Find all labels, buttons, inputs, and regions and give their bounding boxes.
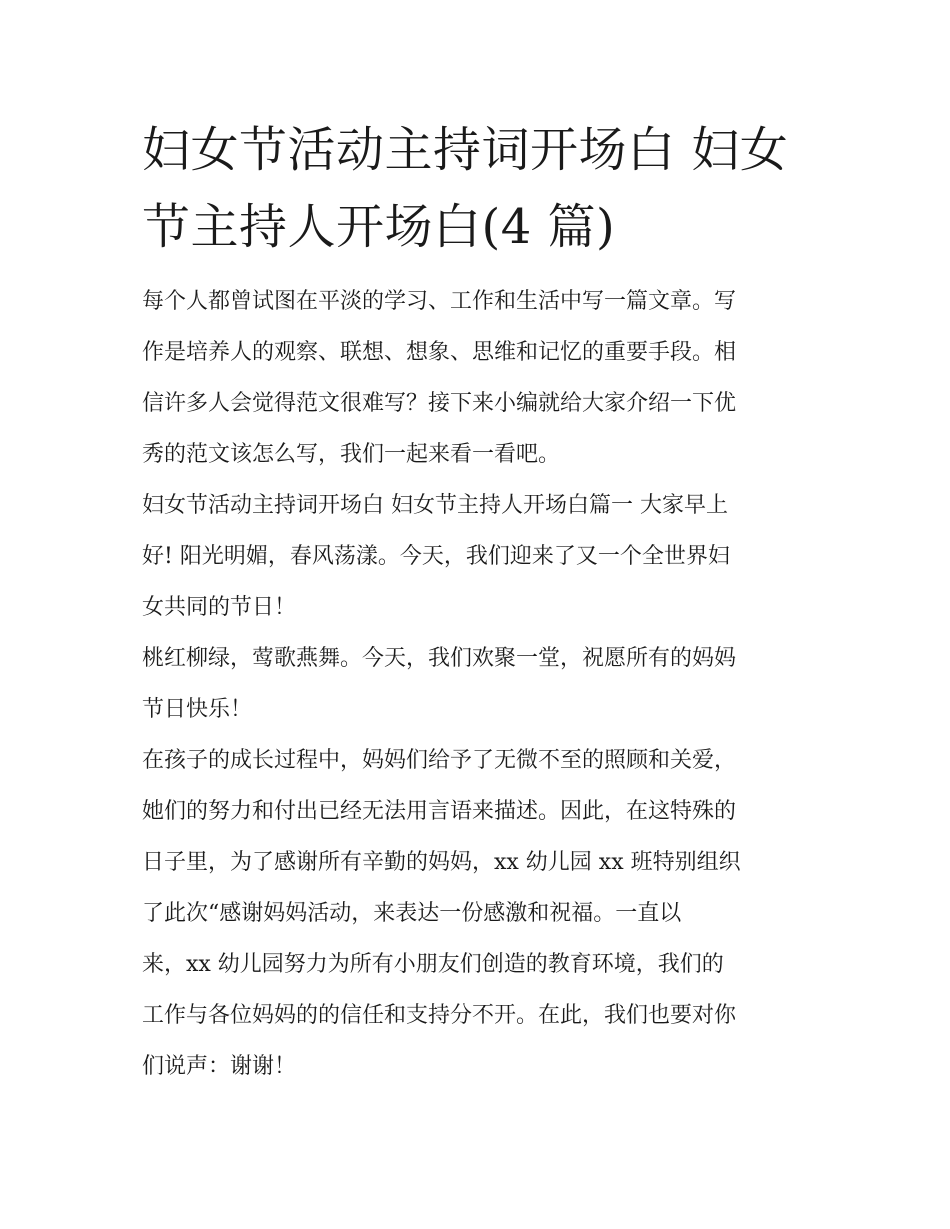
title-line: 节主持人开场白(4 篇) bbox=[142, 199, 616, 255]
text-line: 她们的努力和付出已经无法用言语来描述。因此，在这特殊的 bbox=[142, 799, 737, 824]
paragraph-intro bbox=[142, 276, 814, 480]
text-line: 日子里，为了感谢所有辛勤的妈妈，xx 幼儿园 xx 班特别组织 bbox=[142, 850, 741, 875]
text-line: 好! 阳光明媚，春风荡漾。今天，我们迎来了又一个全世界妇 bbox=[142, 544, 730, 569]
document-body bbox=[142, 276, 814, 1092]
paragraph-greeting bbox=[142, 480, 814, 633]
paragraph-thanks bbox=[142, 735, 814, 1092]
document-title bbox=[142, 112, 822, 266]
text-line: 在孩子的成长过程中，妈妈们给予了无微不至的照顾和关爱， bbox=[142, 748, 737, 773]
text-line: 女共同的节日！ bbox=[142, 595, 297, 620]
text-line: 桃红柳绿，莺歌燕舞。今天，我们欢聚一堂，祝愿所有的妈妈 bbox=[142, 646, 737, 671]
paragraph-wishes bbox=[142, 633, 814, 735]
text-line: 工作与各位妈妈的的信任和支持分不开。在此，我们也要对你 bbox=[142, 1003, 737, 1028]
text-line: 信许多人会觉得范文很难写？接下来小编就给大家介绍一下优 bbox=[142, 391, 737, 416]
text-line: 来，xx 幼儿园努力为所有小朋友们创造的教育环境，我们的 bbox=[142, 952, 724, 977]
text-line: 节日快乐！ bbox=[142, 697, 253, 722]
text-line: 秀的范文该怎么写，我们一起来看一看吧。 bbox=[142, 442, 561, 467]
text-line: 作是培养人的观察、联想、想象、思维和记忆的重要手段。相 bbox=[142, 340, 737, 365]
text-line: 们说声：谢谢！ bbox=[142, 1054, 297, 1079]
text-line: 每个人都曾试图在平淡的学习、工作和生活中写一篇文章。写 bbox=[142, 289, 737, 314]
text-line: 妇女节活动主持词开场白 妇女节主持人开场白篇一 大家早上 bbox=[142, 493, 728, 518]
title-line: 妇女节活动主持词开场白 妇女 bbox=[142, 122, 789, 178]
text-line: 了此次“感谢妈妈活动，来表达一份感激和祝福。一直以 bbox=[142, 901, 682, 926]
